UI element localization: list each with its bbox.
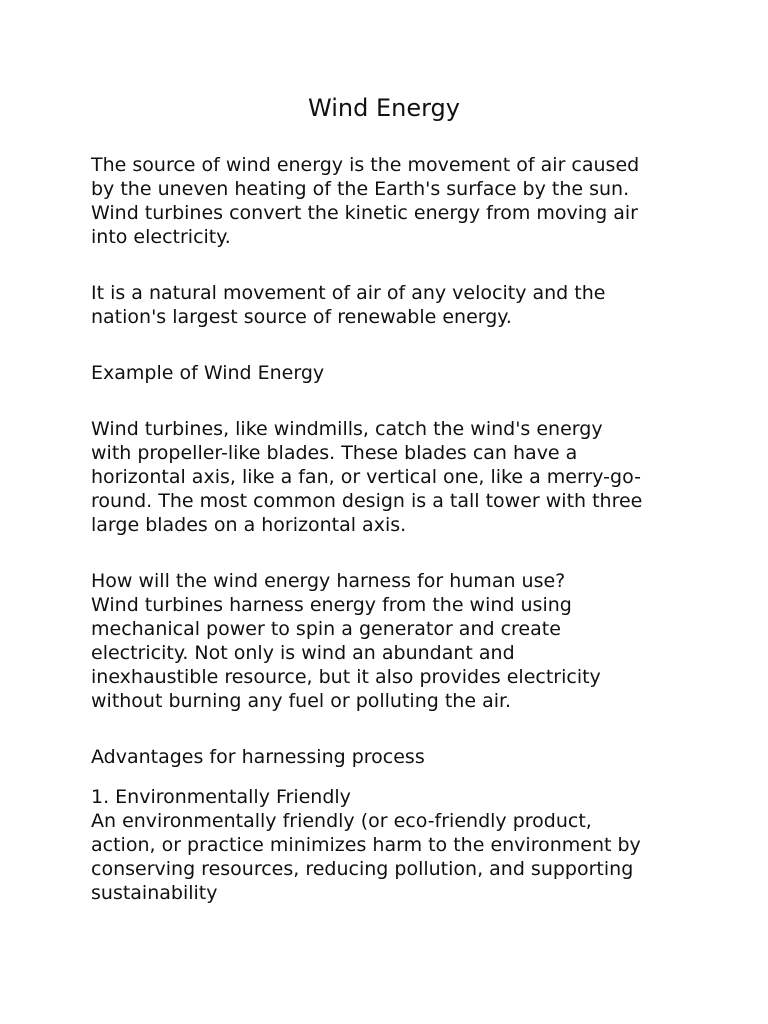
page-title: Wind Energy (308, 94, 460, 122)
paragraph-wind-turbines: Wind turbines, like windmills, catch the wind's energy with propeller-like blades. These blades can have a horizontal axis, like a fan, or vertical one, like a merry-go- round. The most common design is a tall tower with three large blades on a horizontal axis. (91, 418, 643, 536)
section-heading-example: Example of Wind Energy (91, 362, 325, 384)
document-body (91, 153, 691, 905)
paragraph-wind-energy-source: The source of wind energy is the movement of air caused by the uneven heating of the Earth's surface by the sun. Wind turbines convert the kinetic energy from moving air into electricity. (91, 154, 640, 248)
paragraph-environmentally-friendly: 1. Environmentally Friendly An environmentally friendly (or eco-friendly product, action, or practice minimizes harm to the environment by conserving resources, reducing pollution, and supporting sustainability (91, 786, 641, 904)
paragraph-natural-movement: It is a natural movement of air of any velocity and the nation's largest source of renewable energy. (91, 282, 606, 328)
paragraph-harness-use: How will the wind energy harness for human use? Wind turbines harness energy from the wind using mechanical power to spin a generator and create electricity. Not only is wind an abundant and inexhaustible resource, but it also provides electricity without burning any fuel or polluting the air. (91, 570, 601, 712)
section-heading-advantages: Advantages for harnessing process (91, 746, 425, 768)
